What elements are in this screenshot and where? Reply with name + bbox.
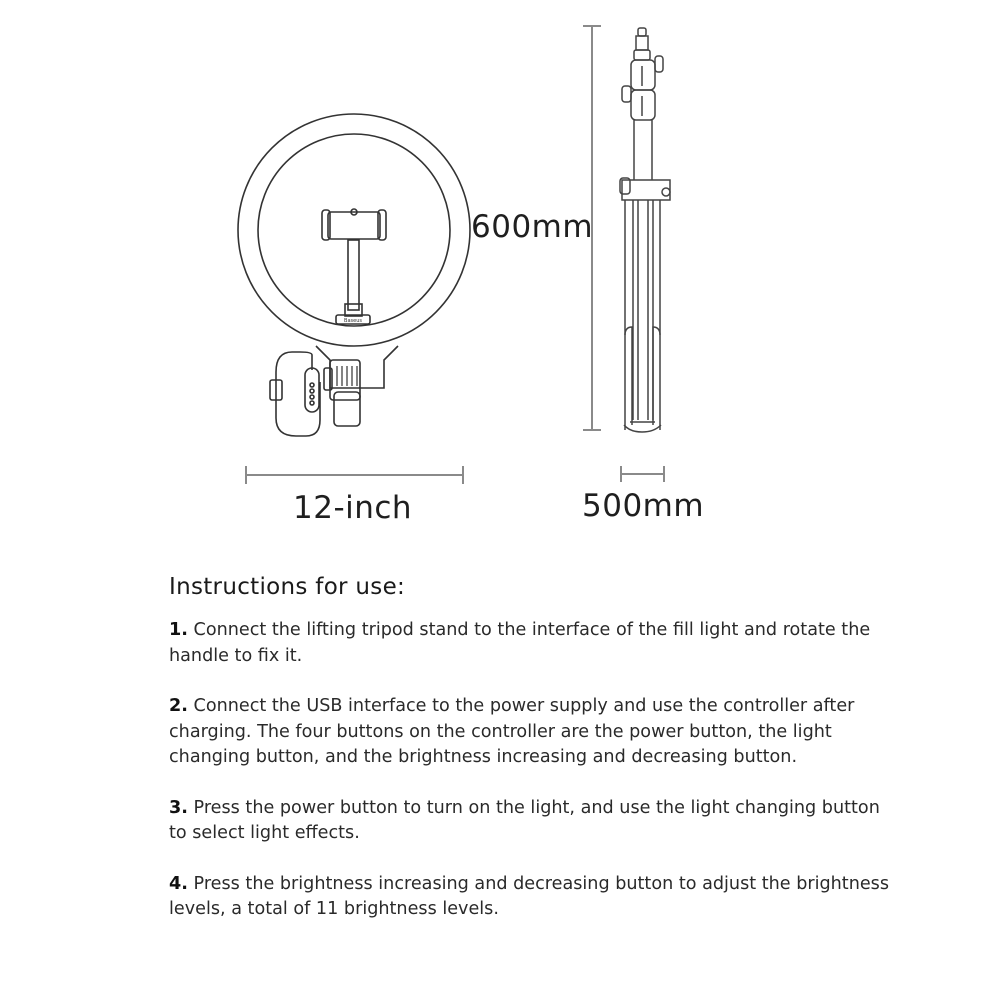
instruction-step bbox=[169, 796, 889, 847]
step-number: 1. bbox=[169, 620, 188, 640]
step-text: Connect the USB interface to the power supply and use the controller after charging. The four buttons on the controller are the power button, the light changing button, and the brightness increasing and decreasing button. bbox=[169, 696, 855, 767]
brand-mark: Baseus bbox=[344, 318, 362, 324]
ring-height-label: 600mm bbox=[471, 209, 594, 245]
instruction-step bbox=[169, 872, 889, 923]
tripod-width-label: 500mm bbox=[582, 488, 705, 524]
tripod-width-dimension-line bbox=[621, 466, 664, 482]
width-dimension-line bbox=[246, 466, 463, 484]
step-text: Press the brightness increasing and decreasing button to adjust the brightness levels, a total of 11 brightness levels. bbox=[169, 873, 890, 919]
tripod-icon bbox=[620, 28, 670, 432]
instructions-title: Instructions for use: bbox=[169, 574, 406, 600]
step-text: Press the power button to turn on the light, and use the light changing button to select light effects. bbox=[169, 797, 880, 843]
step-number: 4. bbox=[169, 873, 188, 894]
ring-light-icon bbox=[238, 114, 470, 436]
instructions-section bbox=[169, 574, 889, 948]
step-number: 3. bbox=[169, 797, 188, 818]
instruction-step bbox=[169, 618, 889, 669]
step-number: 2. bbox=[169, 696, 188, 716]
step-text: Connect the lifting tripod stand to the interface of the fill light and rotate the handle to fix it. bbox=[169, 620, 871, 666]
ring-width-label: 12-inch bbox=[293, 490, 413, 526]
instruction-step bbox=[169, 694, 889, 771]
